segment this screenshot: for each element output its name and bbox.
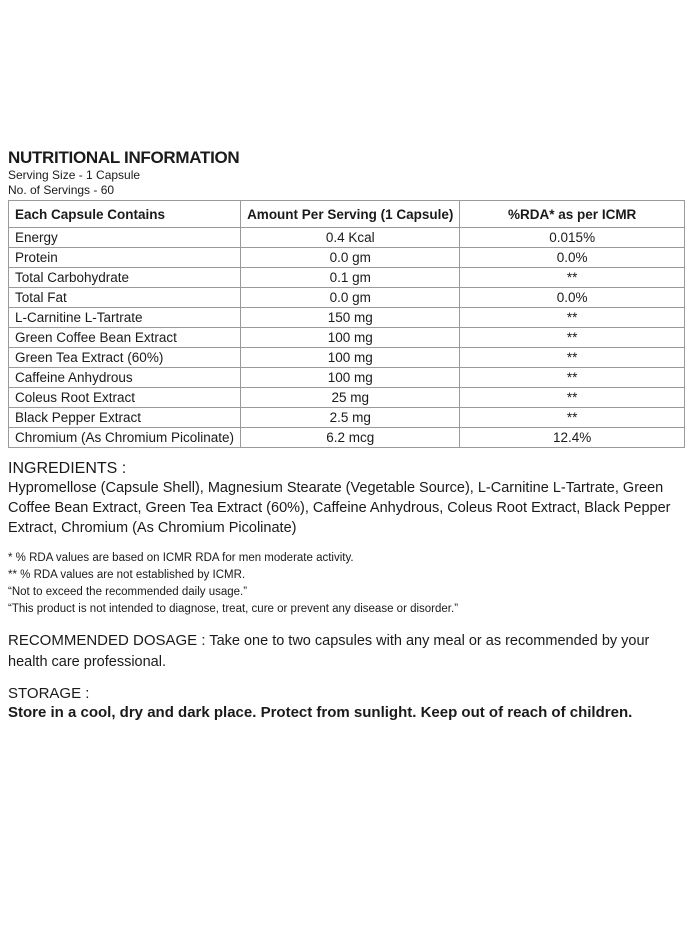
nutrient-name: Black Pepper Extract [9, 408, 241, 428]
nutrient-rda: 0.0% [460, 248, 685, 268]
nutrient-amount: 100 mg [241, 328, 460, 348]
footnotes [8, 550, 690, 618]
storage-heading: STORAGE : [8, 685, 90, 702]
nutrition-title: NUTRITIONAL INFORMATION [8, 148, 240, 167]
nutrient-name: Energy [9, 228, 241, 248]
nutrient-rda: ** [460, 368, 685, 388]
table-row [9, 348, 685, 368]
nutrient-name: Green Tea Extract (60%) [9, 348, 241, 368]
table-row [9, 368, 685, 388]
nutrient-rda: ** [460, 268, 685, 288]
nutrient-rda: ** [460, 408, 685, 428]
ingredients-heading: INGREDIENTS : [8, 460, 127, 477]
nutrient-name: Protein [9, 248, 241, 268]
column-header-contents: Each Capsule Contains [9, 201, 241, 228]
column-header-amount: Amount Per Serving (1 Capsule) [241, 201, 460, 228]
nutrient-amount: 25 mg [241, 388, 460, 408]
nutrient-amount: 100 mg [241, 368, 460, 388]
serving-size: Serving Size - 1 Capsule [8, 168, 141, 182]
nutrient-amount: 0.1 gm [241, 268, 460, 288]
nutrient-name: Coleus Root Extract [9, 388, 241, 408]
nutrient-name: Total Fat [9, 288, 241, 308]
nutrient-rda: ** [460, 328, 685, 348]
nutrient-amount: 6.2 mcg [241, 428, 460, 448]
nutrient-amount: 0.0 gm [241, 288, 460, 308]
nutrient-amount: 150 mg [241, 308, 460, 328]
servings-count: No. of Servings - 60 [8, 183, 115, 197]
dosage-label: RECOMMENDED DOSAGE : [8, 632, 206, 649]
footnote-rda-not-established: ** % RDA values are not established by ICMR. [8, 569, 246, 581]
nutrient-amount: 0.4 Kcal [241, 228, 460, 248]
nutrient-name: L-Carnitine L-Tartrate [9, 308, 241, 328]
nutrition-table [8, 200, 685, 448]
nutrient-amount: 100 mg [241, 348, 460, 368]
table-row [9, 408, 685, 428]
table-row [9, 248, 685, 268]
table-row [9, 388, 685, 408]
nutrient-rda: ** [460, 388, 685, 408]
table-row [9, 288, 685, 308]
nutrient-rda: 0.015% [460, 228, 685, 248]
footnote-rda-basis: * % RDA values are based on ICMR RDA for men moderate activity. [8, 552, 354, 564]
table-row [9, 268, 685, 288]
nutrient-name: Total Carbohydrate [9, 268, 241, 288]
nutrient-rda: ** [460, 348, 685, 368]
footnote-usage: “Not to exceed the recommended daily usage.” [8, 586, 248, 598]
table-row [9, 328, 685, 348]
nutrient-amount: 0.0 gm [241, 248, 460, 268]
storage-text: Store in a cool, dry and dark place. Protect from sunlight. Keep out of reach of children. [8, 704, 633, 721]
nutrient-name: Chromium (As Chromium Picolinate) [9, 428, 241, 448]
nutrient-rda: 0.0% [460, 288, 685, 308]
nutrient-name: Green Coffee Bean Extract [9, 328, 241, 348]
nutrient-rda: ** [460, 308, 685, 328]
column-header-rda: %RDA* as per ICMR [460, 201, 685, 228]
table-row [9, 308, 685, 328]
nutrient-amount: 2.5 mg [241, 408, 460, 428]
footnote-disclaimer: “This product is not intended to diagnose, treat, cure or prevent any disease or disorder.” [8, 603, 459, 615]
nutrient-rda: 12.4% [460, 428, 685, 448]
label-panel [8, 148, 690, 721]
recommended-dosage [8, 630, 690, 673]
table-row [9, 428, 685, 448]
dosage-text: Take one to two capsules with any meal or as recommended by your health care professional. [8, 633, 650, 670]
ingredients-text: Hypromellose (Capsule Shell), Magnesium Stearate (Vegetable Source), L-Carnitine L-Tartrate, Green Coffee Bean Extract, Green Tea Extract (60%), Caffeine Anhydrous, Coleus Root Extract, Black Pepper Extract, Chromium (As Chromium Picolinate) [8, 480, 671, 536]
table-row [9, 228, 685, 248]
table-header-row [9, 201, 685, 228]
nutrient-name: Caffeine Anhydrous [9, 368, 241, 388]
